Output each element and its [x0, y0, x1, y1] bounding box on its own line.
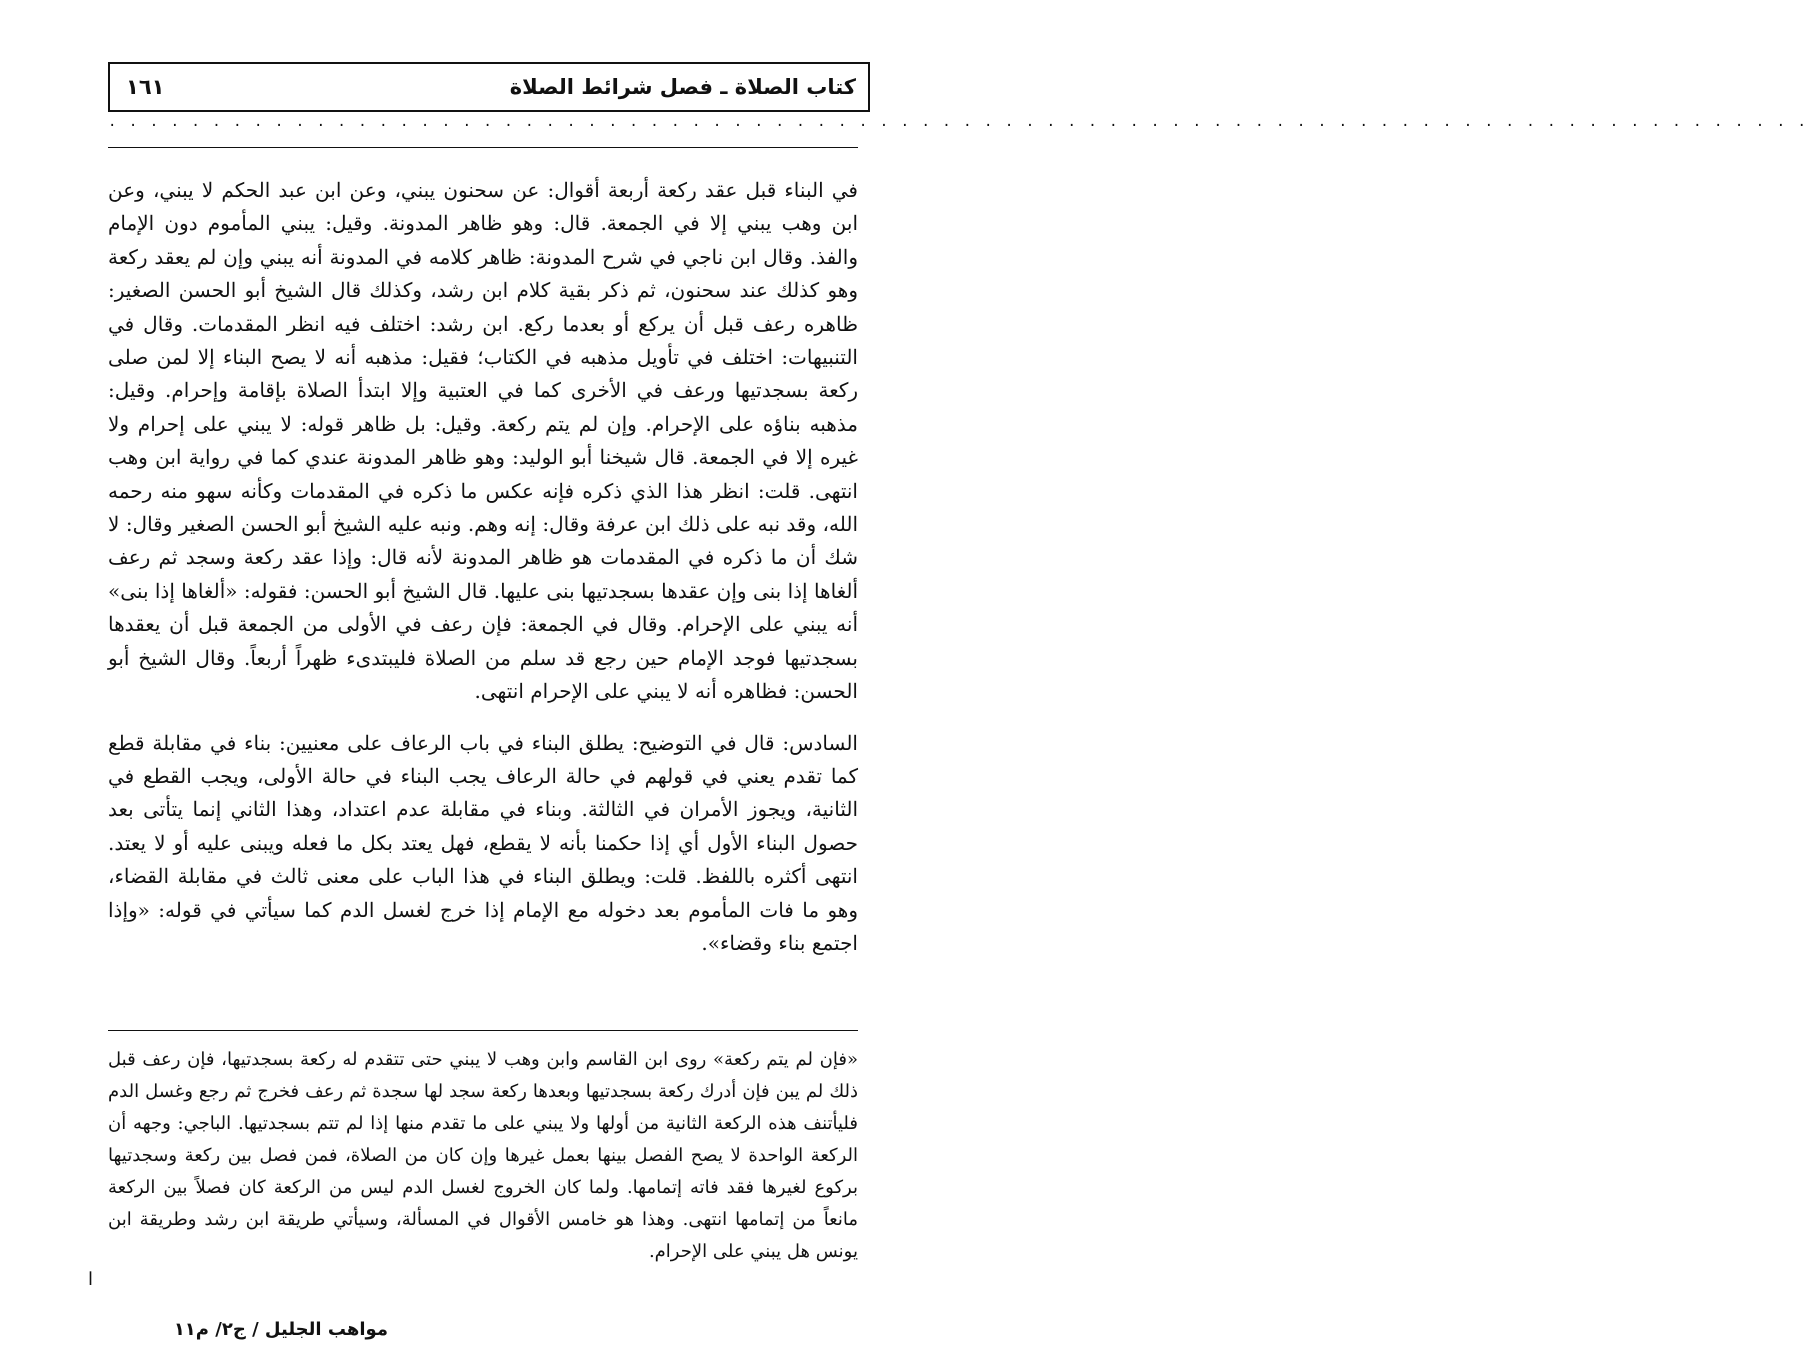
running-header: [108, 62, 870, 112]
main-text: [108, 174, 858, 960]
main-top-rule: [108, 147, 858, 148]
header-title: كتاب الصلاة ـ فصل شرائط الصلاة: [509, 75, 856, 99]
page-number: ١٦١: [126, 75, 165, 99]
main-paragraph-2: السادس: قال في التوضيح: يطلق البناء في باب الرعاف على معنيين: بناء في مقابلة قطع كما تقدم يعني في قولهم في حالة الرعاف يجب البناء في حالة الأولى، ويجب القطع في الثانية، ويجوز الأمران في الثالثة. وبناء في مقابلة عدم اعتداد، وهذا الثاني إنما يتأتى بعد حصول البناء الأول أي إذا حكمنا بأنه لا يقطع، فهل يعتد بكل ما فعله ويبنى عليه أو لا يعتد. انتهى أكثره باللفظ. قلت: ويطلق البناء في هذا الباب على معنى ثالث في مقابلة القضاء، وهو ما فات المأموم بعد دخوله مع الإمام إذا خرج لغسل الدم كما سيأتي في قوله: «وإذا اجتمع بناء وقضاء».: [108, 730, 858, 955]
paragraph-gap: [108, 709, 858, 727]
footnotes: «فإن لم يتم ركعة» روى ابن القاسم وابن وهب لا يبني حتى تتقدم له ركعة بسجدتيها، فإن رعف قبل ذلك لم يبن فإن أدرك ركعة بسجدتيها وبعدها ركعة سجد لها سجدة ثم رعف فخرج ثم رجع وغسل الدم فليأتنف هذه الركعة الثانية من أولها ولا يبني على ما تقدم منها إذا لم تتم بسجدتيها. الباجي: وجهه أن الركعة الواحدة لا يصح الفصل بينها بعمل غيرها وإن كان من الصلاة، فمن فصل بين ركعة وسجدتيها بركوع لغيرها فقد فاته إتمامها. ولما كان الخروج لغسل الدم ليس من الركعة كان فصلاً بين الركعة مانعاً من إتمامها انتهى. وهذا هو خامس الأقوال في المسألة، وسيأتي طريقة ابن رشد وطريقة ابن يونس هل يبني على الإحرام.: [108, 1049, 858, 1262]
margin-mark: ا: [88, 1269, 94, 1290]
footer-signature: مواهب الجليل / ج٢/ م١١: [173, 1319, 388, 1340]
dotted-separator: · · · · · · · · · · · · · · · · · · · · · · · · · · · · · · · · · · · · · · · · · · · · · · · · · · · · · · · · · · · · · · · · · · · · · · · · · · · · · · · · · ·: [108, 118, 1808, 134]
main-paragraph-1: في البناء قبل عقد ركعة أربعة أقوال: عن سحنون يبني، وعن ابن عبد الحكم لا يبني، وعن ابن وهب يبني إلا في الجمعة. قال: وهو ظاهر المدونة. وقيل: يبني المأموم دون الإمام والفذ. وقال ابن ناجي في شرح المدونة: ظاهر كلامه في المدونة أنه يبني وإن لم يعقد ركعة وهو كذلك عند سحنون، ثم ذكر بقية كلام ابن رشد، وكذلك قال الشيخ أبو الحسن الصغير: ظاهره رعف قبل أن يركع أو بعدما ركع. ابن رشد: اختلف فيه انظر المقدمات. وقال في التنبيهات: اختلف في تأويل مذهبه في الكتاب؛ فقيل: مذهبه أنه لا يصح البناء إلا لمن صلى ركعة بسجدتيها ورعف في الأخرى كما في العتبية وإلا ابتدأ الصلاة بإقامة وإحرام. وقيل: مذهبه بناؤه على الإحرام. وإن لم يتم ركعة. وقيل: بل ظاهر قوله: لا يبني على إحرام ولا غيره إلا في الجمعة. قال شيخنا أبو الوليد: وهو ظاهر المدونة عندي كما في رواية ابن وهب انتهى. قلت: انظر هذا الذي ذكره فإنه عكس ما ذكره في المقدمات وكأنه سهو منه رحمه الله، وقد نبه على ذلك ابن عرفة وقال: إنه وهم. ونبه عليه الشيخ أبو الحسن الصغير وقال: لا شك أن ما ذكره في المقدمات هو ظاهر المدونة لأنه قال: وإذا عقد ركعة وسجد ثم رعف ألغاها إذا بنى وإن عقدها بسجدتيها بنى عليها. قال الشيخ أبو الحسن: فقوله: «ألغاها إذا بنى» أنه يبني على الإحرام. وقال في الجمعة: فإن رعف في الأولى من الجمعة قبل أن يعقدها بسجدتيها فوجد الإمام حين رجع قد سلم من الصلاة فليبتدىء ظهراً أربعاً. وقال الشيخ أبو الحسن: فظاهره أنه لا يبني على الإحرام انتهى.: [108, 178, 859, 704]
footnote-rule: [108, 1030, 858, 1031]
